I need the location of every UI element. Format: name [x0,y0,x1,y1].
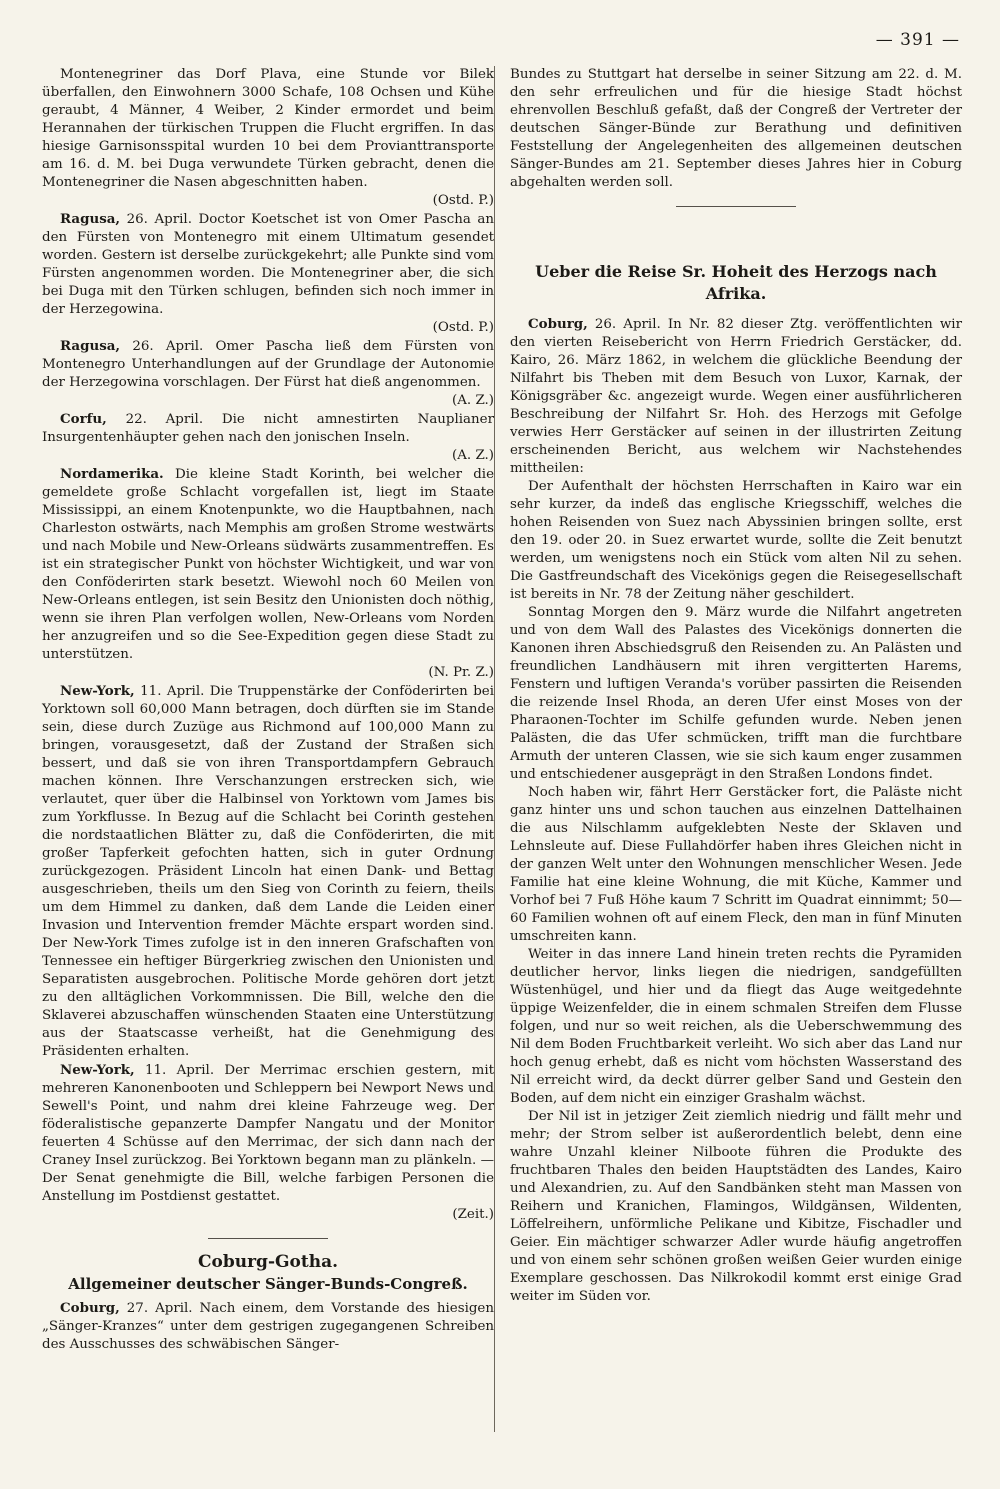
item-text: Sonntag Morgen den 9. März wurde die Nilfahrt angetreten und von dem Wall des Palastes des Vicekönigs donnerten die Kanonen ihren Abschiedsgruß den Reisenden zu. An Palästen und freundlichen Landhäusern mit ihren vergitterten Harems, Fenstern und luftigen Veranda's vorüber passirten die Reisenden die reizende Insel Rhoda, an deren Ufer einst Moses von der Pharaonen-Tochter im Schilfe gefunden wurde. Neben jenen Palästen, die das Ufer schmücken, trifft man die furchtbare Armuth der unteren Classen, wie sie sich kaum enger zusammen und entschiedener ausgeprägt in den Straßen Londons findet. [510,605,962,782]
dateline-place: Coburg, [528,316,588,332]
dateline-place: New-York, [60,1062,135,1078]
news-item [510,604,962,784]
page-number: — 391 — [875,30,960,50]
news-item [42,210,494,337]
dateline-place: Corfu, [60,411,107,427]
source-attribution: (Ostd. P.) [432,193,494,208]
news-item [510,478,962,604]
column-rule [494,66,495,1432]
left-column [42,66,494,1354]
left-news-items [42,66,494,1224]
news-item [42,1061,494,1224]
article-divider [676,206,796,207]
dateline-place: Coburg, [60,1300,120,1316]
source-attribution: (A. Z.) [452,448,494,463]
item-text: Noch haben wir, fährt Herr Gerstäcker fort, die Paläste nicht ganz hinter uns und schon tauchen aus einzelnen Dattelhainen die aus Nilschlamm aufgeklebten Neste der Sklaven und Lehnsleute auf. Diese Fullahdörfer haben ihres Gleichen nicht in der ganzen Welt unter den Wohnungen menschlicher Wesen. Jede Familie hat eine kleine Wohnung, die mit Küche, Kammer und Vorhof bei 7 Fuß Höhe kaum 7 Schritt im Quadrat einnimmt; 50—60 Familien wohnen oft auf einem Fleck, den man in fünf Minuten umschreiten kann. [510,785,962,944]
right-column [510,66,962,1306]
right-article-body [510,315,962,1306]
source-attribution: (A. Z.) [452,393,494,408]
item-text: 26. April. In Nr. 82 dieser Ztg. veröffentlichten wir den vierten Reisebericht von Herrn Friedrich Gerstäcker, dd. Kairo, 26. März 1862, in welchem die glückliche Beendung der Nilfahrt bis Theben mit dem Besuch von Luxor, Karnak, der Königsgräber &c. angezeigt wurde. Wegen einer ausführlicheren Beschreibung der Nilfahrt Sr. Hoh. des Herzogs mit Gefolge verwies Herr Gerstäcker auf seinen in der illustrirten Zeitung erscheinenden Bericht, aus welchem wir Nachstehendes mittheilen: [510,317,962,476]
dateline-place: New-York, [60,683,135,699]
article-text: 27. April. Nach einem, dem Vorstande des hiesigen „Sänger-Kranzes“ unter dem gestrigen zugegangenen Schreiben des Ausschusses des schwäbischen Sänger- [42,1301,494,1352]
item-text: Der Nil ist in jetziger Zeit ziemlich niedrig und fällt mehr und mehr; der Strom selber ist außerordentlich belebt, denn eine wahre Unzahl kleiner Nilboote führen die Produkte des fruchtbaren Thales den beiden Hauptstädten des Landes, Kairo und Alexandrien, zu. Auf den Sandbänken steht man Massen von Reihern und Kranichen, Flamingos, Wildgänsen, Wildenten, Löffelreihern, unförmliche Pelikane und Kibitze, Fischadler und Geier. Ein mächtiger schwarzer Adler wurde häufig angetroffen und von einem sehr schönen großen weißen Geier wurden einige Exemplare geschossen. Das Nilkrokodil kommt erst einige Grad weiter im Süden vor. [510,1109,962,1304]
source-attribution: (Zeit.) [452,1207,494,1222]
item-text: 11. April. Die Truppenstärke der Conföderirten bei Yorktown soll 60,000 Mann betragen, doch dürften sie im Stande sein, diese durch Zuzüge aus Richmond auf 100,000 Mann zu bringen, vorausgesetzt, daß der Zustand der Straßen sich bessert, und daß sie von ihren Transportdampfern Gebrauch machen können. Ihre Verschanzungen erstrecken sich, wie verlautet, quer über die Halbinsel von Yorktown vom James bis zum Yorkflusse. In Bezug auf die Schlacht bei Corinth gestehen die nordstaatlichen Blätter zu, daß die Conföderirten, die mit großer Tapferkeit gefochten hatten, sich in guter Ordnung zurückgezogen. Präsident Lincoln hat einen Dank- und Bettag ausgeschrieben, theils um den Sieg von Corinth zu feiern, theils um dem Himmel zu danken, daß dem Lande die Leiden einer Invasion und Intervention fremder Mächte erspart worden sind. Der New-York Times zufolge ist in den inneren Grafschaften von Tennessee ein heftiger Bürgerkrieg zwischen den Unionisten und Separatisten ausgebrochen. Politische Morde gehören dort jetzt zu den alltäglichen Vorkommnissen. Die Bill, welche den die Sklaverei abzuschaffen wünschenden Staaten eine Unterstützung aus der Staatscasse verheißt, hat die Genehmigung des Präsidenten erhalten. [42,684,494,1059]
item-text: Weiter in das innere Land hinein treten rechts die Pyramiden deutlicher hervor, links liegen die niedrigen, sandgefüllten Wüstenhügel, und hier und da fliegt das Auge weitgedehnte üppige Weizenfelder, die in einem schmalen Streifen dem Flusse folgen, und nur so weit reichen, als die Ueberschwemmung des Nil dem Boden Fruchtbarkeit verleiht. Wo sich aber das Land nur hoch genug erhebt, daß es nicht vom höchsten Wasserstand des Nil erreicht wird, da deckt dürrer gelber Sand und Gestein den Boden, auf dem nicht ein einziger Grashalm wächst. [510,947,962,1106]
dateline-place: Ragusa, [60,338,121,354]
section-article [42,1299,494,1354]
dateline-place: Ragusa, [60,211,121,227]
continuation-text: Bundes zu Stuttgart hat derselbe in seiner Sitzung am 22. d. M. den sehr erfreulichen und für die hiesige Stadt höchst ehrenvollen Beschluß gefaßt, daß der Congreß der Vertreter der deutschen Sänger-Bünde zur Berathung und definitiven Feststellung der Angelegenheiten des allgemeinen deutschen Sänger-Bundes am 21. September dieses Jahres hier in Coburg abgehalten werden soll. [510,67,962,190]
item-text: 11. April. Der Merrimac erschien gestern, mit mehreren Kanonenbooten und Schleppern bei Newport News und Sewell's Point, und nahm drei kleine Fahrzeuge weg. Der föderalistische gepanzerte Dampfer Nangatu und der Monitor feuerten 4 Schüsse auf den Merrimac, der sich dann nach der Craney Insel zurückzog. Bei Yorktown begann man zu plänkeln. — Der Senat genehmigte die Bill, welche farbigen Personen die Anstellung im Postdienst gestattet. [42,1063,495,1204]
source-attribution: (N. Pr. Z.) [428,665,494,680]
news-item [42,410,494,465]
news-item [510,1108,962,1306]
source-attribution: (Ostd. P.) [432,320,494,335]
news-item [42,66,494,210]
news-item [510,784,962,946]
item-text: Die kleine Stadt Korinth, bei welcher die gemeldete große Schlacht vorgefallen ist, liegt im Staate Mississippi, an einem Knotenpunkte, wo die Hauptbahnen, nach Charleston ostwärts, nach Memphis am großen Strome westwärts und nach Mobile und New-Orleans südwärts zusammentreffen. Es ist ein strategischer Punkt von höchster Wichtigkeit, und war von den Conföderirten stark besetzt. Wiewohl noch 60 Meilen von New-Orleans entlegen, ist sein Besitz den Unionisten doch nöthig, wenn sie ihren Plan verfolgen wollen, New-Orleans vom Norden her anzugreifen und so die See-Expedition gegen diese Stadt zu unterstützen. [42,467,494,662]
section-divider [208,1238,328,1239]
item-text: Montenegriner das Dorf Plava, eine Stunde vor Bilek überfallen, den Einwohnern 3000 Schafe, 108 Ochsen und Kühe geraubt, 4 Männer, 4 Weiber, 2 Kinder ermordet und beim Herannahen der türkischen Truppen die Flucht ergriffen. In das hiesige Garnisonsspital wurden 10 bei dem Provianttransporte am 16. d. M. bei Duga verwundete Türken gebracht, denen die Montenegriner die Nasen abgeschnitten haben. [42,67,494,190]
news-item [42,337,494,410]
section-subtitle: Allgemeiner deutscher Sänger-Bunds-Congreß. [68,1275,468,1293]
news-item [42,465,494,682]
news-item [510,946,962,1108]
news-item [510,315,962,478]
dateline-place: Nordamerika. [60,466,164,482]
article-title: Ueber die Reise Sr. Hoheit des Herzogs nach Afrika. [535,262,937,303]
item-text: 26. April. Omer Pascha ließ dem Fürsten von Montenegro Unterhandlungen auf der Grundlage der Autonomie der Herzegowina vorschlagen. Der Fürst hat dieß angenommen. [42,339,494,390]
item-text: 22. April. Die nicht amnestirten Nauplianer Insurgentenhäupter gehen nach den jonischen Inseln. [42,412,494,445]
item-text: 26. April. Doctor Koetschet ist von Omer Pascha an den Fürsten von Montenegro mit einem Ultimatum gesendet worden. Gestern ist derselbe zurückgekehrt; alle Punkte sind vom Fürsten angenommen worden. Die Montenegriner aber, die sich bei Duga mit den Türken schlugen, befinden sich noch immer in der Herzegowina. [42,212,494,317]
news-item [42,682,494,1061]
section-title: Coburg-Gotha. [197,1252,339,1272]
item-text: Der Aufenthalt der höchsten Herrschaften in Kairo war ein sehr kurzer, da indeß das englische Kriegsschiff, welches die hohen Reisenden von Suez nach Abyssinien bringen sollte, erst den 19. oder 20. in Suez erwartet wurde, sollte die Zeit benutzt werden, um wenigstens noch ein Stück vom alten Nil zu sehen. Die Gastfreundschaft des Vicekönigs gegen die Reisegesellschaft ist bereits in Nr. 78 der Zeitung näher geschildert. [510,479,962,602]
